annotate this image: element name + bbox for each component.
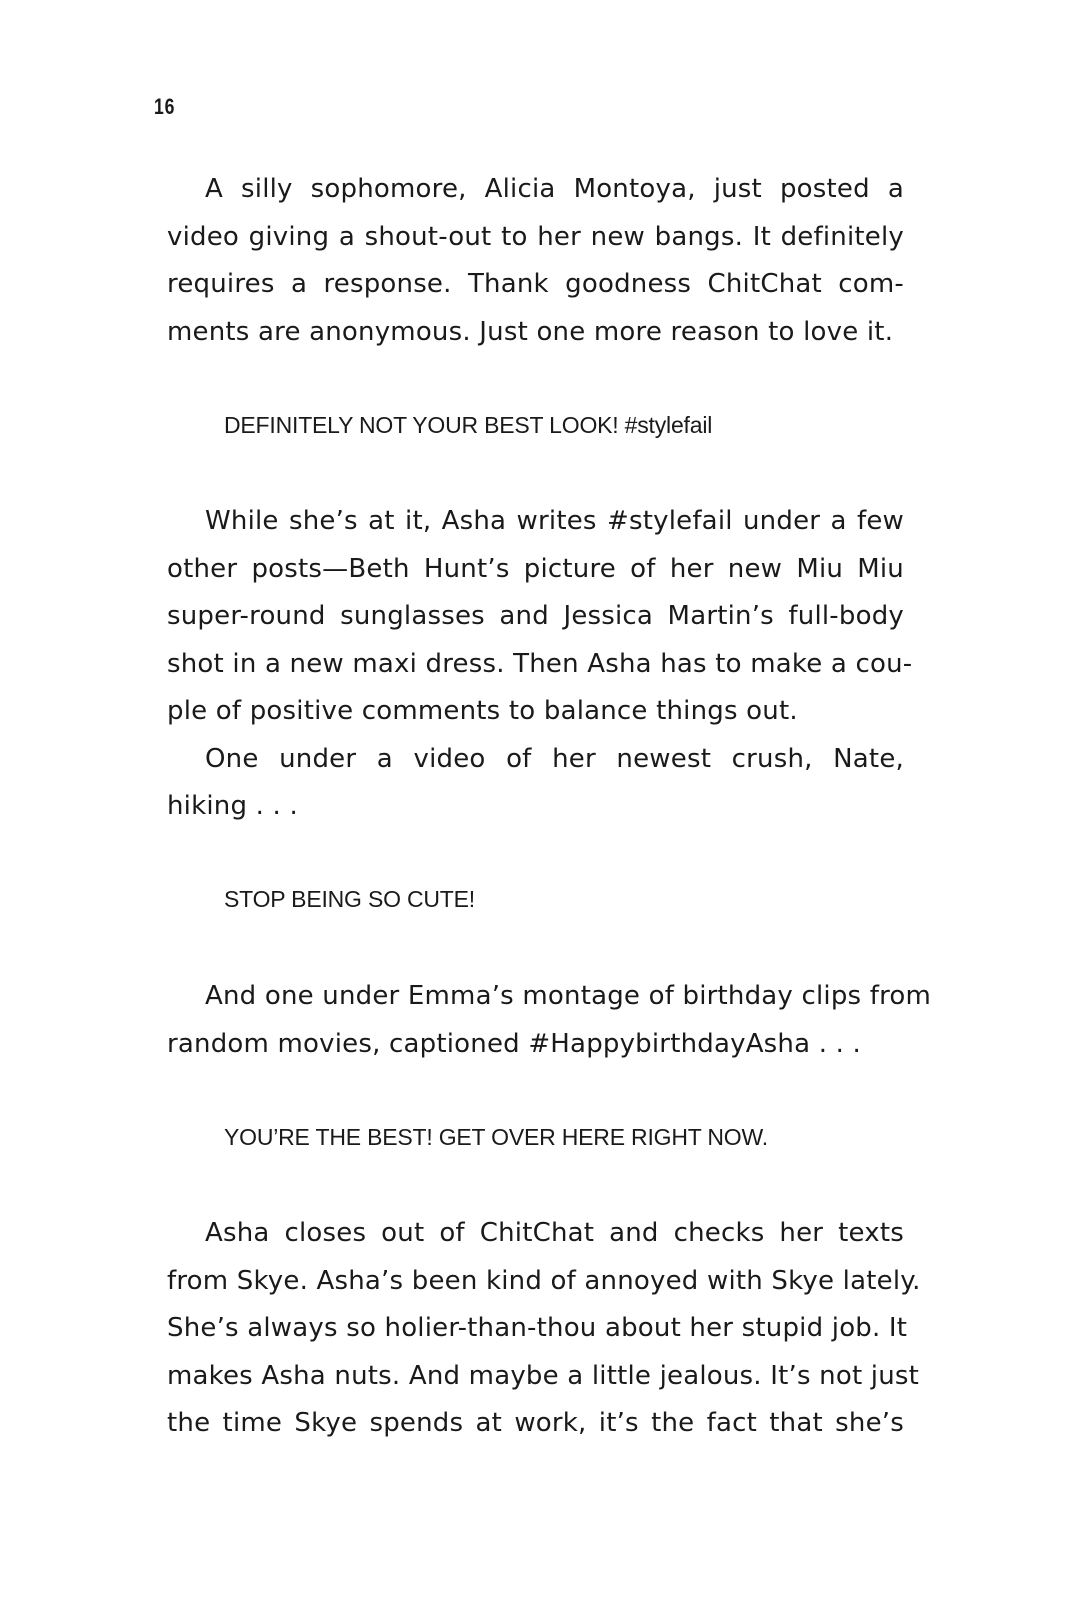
text-line: other posts—Beth Hunt’s picture of her new Miu Miu: [167, 553, 904, 584]
text-line: And one under Emma’s montage of birthday clips from: [205, 981, 932, 1011]
text-line: ple of positive comments to balance things out.: [167, 696, 798, 726]
text-line: the time Skye spends at work, it’s the fact that she’s: [167, 1408, 904, 1438]
text-line: One under a video of her newest crush, Nate,: [205, 743, 904, 774]
text-line: random movies, captioned #HappybirthdayAsha . . .: [167, 1028, 862, 1059]
paragraph-1: [167, 166, 904, 356]
text-line: While she’s at it, Asha writes #stylefail under a few: [205, 506, 904, 536]
text-line: video giving a shout-out to her new bangs. It definitely: [167, 221, 904, 252]
comment-1: DEFINITELY NOT YOUR BEST LOOK! #stylefail: [224, 412, 713, 438]
text-line: Asha closes out of ChitChat and checks her texts: [205, 1218, 904, 1248]
text-line: shot in a new maxi dress. Then Asha has to make a cou-: [167, 648, 913, 679]
paragraph-2: [167, 498, 913, 831]
comment-2: STOP BEING SO CUTE!: [224, 886, 475, 912]
comment-3: YOU’RE THE BEST! GET OVER HERE RIGHT NOW.: [224, 1124, 768, 1150]
text-line: super-round sunglasses and Jessica Martin’s full-body: [167, 601, 904, 631]
paragraph-4: [167, 1210, 921, 1448]
text-line: hiking . . .: [167, 791, 298, 821]
text-line: A silly sophomore, Alicia Montoya, just posted a: [205, 174, 904, 204]
text-line: She’s always so holier-than-thou about her stupid job. It: [167, 1313, 908, 1343]
page-number: 16: [154, 94, 176, 119]
text-line: makes Asha nuts. And maybe a little jealous. It’s not just: [167, 1360, 920, 1391]
text-line: ments are anonymous. Just one more reason to love it.: [167, 316, 894, 347]
paragraph-3: [167, 973, 932, 1068]
text-line: requires a response. Thank goodness ChitChat com-: [167, 269, 904, 299]
text-line: from Skye. Asha’s been kind of annoyed with Skye lately.: [167, 1265, 921, 1296]
